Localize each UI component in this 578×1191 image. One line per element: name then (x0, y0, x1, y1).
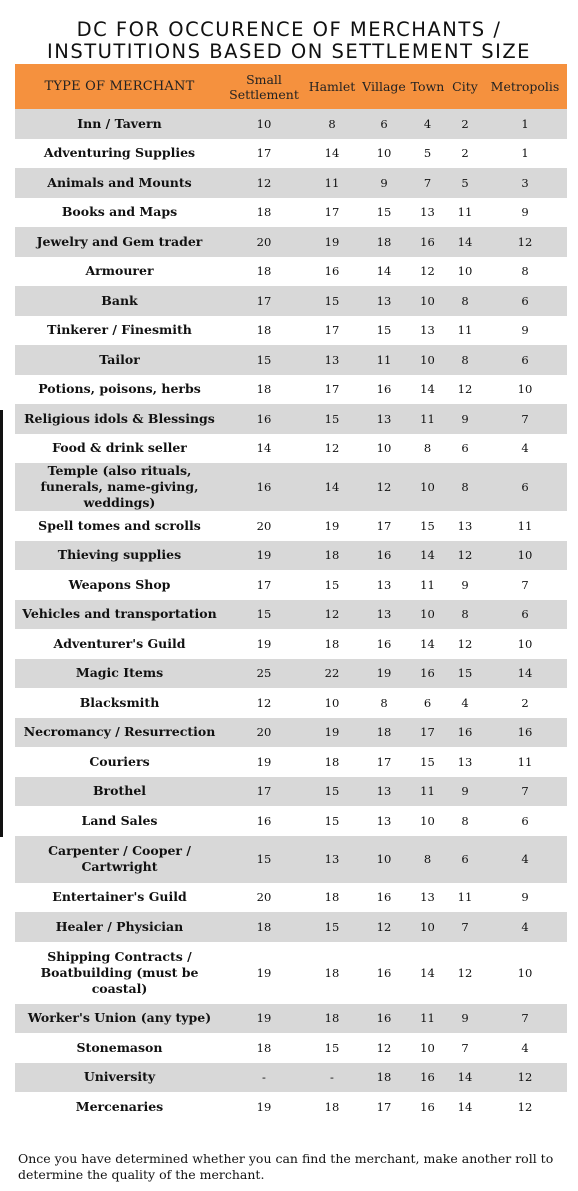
dc-cell-metropolis: 6 (483, 806, 567, 836)
column-header-hamlet: Hamlet (304, 64, 360, 109)
dc-cell-hamlet: 15 (304, 1033, 360, 1063)
dc-cell-city: 13 (447, 511, 483, 541)
table-row (15, 1033, 567, 1063)
dc-cell-metropolis: 4 (483, 1033, 567, 1063)
page-title-line-1: DC FOR OCCURENCE OF MERCHANTS / (76, 18, 502, 41)
dc-cell-hamlet: 14 (304, 139, 360, 169)
dc-cell-metropolis: 9 (483, 883, 567, 913)
dc-cell-town: 10 (408, 912, 447, 942)
table-row (15, 1092, 567, 1122)
dc-cell-metropolis: 8 (483, 257, 567, 287)
merchant-name-cell: Worker's Union (any type) (15, 1004, 224, 1034)
dc-cell-village: 13 (360, 777, 408, 807)
merchant-name-cell: Inn / Tavern (15, 109, 224, 139)
dc-cell-town: 5 (408, 139, 447, 169)
dc-cell-city: 9 (447, 1004, 483, 1034)
merchant-name-cell: Temple (also rituals, funerals, name-giving, weddings) (15, 463, 224, 511)
dc-cell-small: 15 (224, 600, 304, 630)
dc-cell-hamlet: 15 (304, 404, 360, 434)
dc-cell-village: 15 (360, 198, 408, 228)
merchant-name-cell: Adventuring Supplies (15, 139, 224, 169)
dc-cell-metropolis: 7 (483, 404, 567, 434)
dc-cell-city: 11 (447, 198, 483, 228)
dc-cell-village: 17 (360, 511, 408, 541)
dc-cell-hamlet: 8 (304, 109, 360, 139)
table-row (15, 316, 567, 346)
dc-cell-village: 17 (360, 747, 408, 777)
dc-cell-town: 11 (408, 404, 447, 434)
dc-cell-town: 6 (408, 688, 447, 718)
dc-cell-city: 7 (447, 912, 483, 942)
dc-cell-metropolis: 11 (483, 747, 567, 777)
dc-cell-metropolis: 3 (483, 168, 567, 198)
dc-cell-village: 14 (360, 257, 408, 287)
merchant-name-cell: Couriers (15, 747, 224, 777)
merchant-name-cell: Animals and Mounts (15, 168, 224, 198)
dc-cell-town: 13 (408, 198, 447, 228)
table-row (15, 434, 567, 464)
dc-cell-town: 14 (408, 629, 447, 659)
merchant-name-cell: Brothel (15, 777, 224, 807)
dc-cell-town: 14 (408, 942, 447, 1004)
dc-cell-city: 12 (447, 541, 483, 571)
merchant-name-cell: Entertainer's Guild (15, 883, 224, 913)
dc-cell-village: 13 (360, 570, 408, 600)
dc-cell-small: 19 (224, 1092, 304, 1122)
dc-cell-city: 4 (447, 688, 483, 718)
merchant-name-cell: Books and Maps (15, 198, 224, 228)
dc-cell-city: 11 (447, 883, 483, 913)
dc-cell-hamlet: 18 (304, 629, 360, 659)
left-edge-bar (0, 410, 3, 837)
dc-cell-city: 8 (447, 286, 483, 316)
dc-cell-hamlet: 15 (304, 912, 360, 942)
dc-cell-village: 15 (360, 316, 408, 346)
dc-cell-hamlet: 15 (304, 777, 360, 807)
dc-cell-small: 19 (224, 942, 304, 1004)
dc-cell-village: 16 (360, 629, 408, 659)
dc-cell-town: 17 (408, 718, 447, 748)
dc-cell-city: 7 (447, 1033, 483, 1063)
merchant-name-cell: Tinkerer / Finesmith (15, 316, 224, 346)
dc-cell-village: 8 (360, 688, 408, 718)
table-row (15, 883, 567, 913)
table-row (15, 511, 567, 541)
dc-cell-town: 13 (408, 883, 447, 913)
dc-cell-village: 12 (360, 912, 408, 942)
dc-cell-village: 12 (360, 1033, 408, 1063)
table-row (15, 463, 567, 511)
column-header-village: Village (360, 64, 408, 109)
table-row (15, 1063, 567, 1093)
table-row (15, 404, 567, 434)
dc-cell-metropolis: 10 (483, 942, 567, 1004)
dc-cell-town: 10 (408, 345, 447, 375)
dc-cell-metropolis: 10 (483, 629, 567, 659)
dc-cell-hamlet: 16 (304, 257, 360, 287)
dc-cell-city: 15 (447, 659, 483, 689)
dc-cell-city: 2 (447, 139, 483, 169)
dc-cell-town: 14 (408, 541, 447, 571)
table-row (15, 806, 567, 836)
table-row (15, 375, 567, 405)
page-title-line-2: INSTUTITIONS BASED ON SETTLEMENT SIZE (46, 40, 531, 63)
dc-cell-small: 18 (224, 912, 304, 942)
dc-cell-city: 12 (447, 942, 483, 1004)
dc-cell-small: 17 (224, 286, 304, 316)
dc-cell-metropolis: 2 (483, 688, 567, 718)
dc-cell-city: 6 (447, 434, 483, 464)
dc-cell-village: 11 (360, 345, 408, 375)
dc-cell-city: 12 (447, 629, 483, 659)
dc-cell-hamlet: 12 (304, 600, 360, 630)
dc-cell-village: 13 (360, 806, 408, 836)
dc-cell-metropolis: 6 (483, 463, 567, 511)
dc-cell-metropolis: 6 (483, 600, 567, 630)
dc-cell-hamlet: 14 (304, 463, 360, 511)
merchant-name-cell: Blacksmith (15, 688, 224, 718)
dc-cell-small: 18 (224, 198, 304, 228)
dc-cell-town: 10 (408, 600, 447, 630)
merchant-name-cell: Carpenter / Cooper / Cartwright (15, 836, 224, 883)
dc-cell-small: 20 (224, 718, 304, 748)
table-row (15, 345, 567, 375)
dc-cell-metropolis: 12 (483, 1063, 567, 1093)
dc-cell-village: 13 (360, 404, 408, 434)
dc-cell-village: 18 (360, 1063, 408, 1093)
dc-cell-city: 9 (447, 777, 483, 807)
dc-cell-small: 17 (224, 570, 304, 600)
merchant-name-cell: Jewelry and Gem trader (15, 227, 224, 257)
dc-cell-town: 16 (408, 659, 447, 689)
merchant-name-cell: Thieving supplies (15, 541, 224, 571)
footnote: Once you have determined whether you can find the merchant, make another roll to determine the quality of the merchant. (18, 1151, 554, 1182)
table-row (15, 747, 567, 777)
dc-cell-village: 16 (360, 942, 408, 1004)
dc-cell-hamlet: 18 (304, 747, 360, 777)
dc-cell-metropolis: 7 (483, 777, 567, 807)
table-row (15, 912, 567, 942)
column-header-metropolis: Metropolis (483, 64, 567, 109)
dc-cell-metropolis: 10 (483, 541, 567, 571)
dc-cell-village: 18 (360, 718, 408, 748)
dc-cell-small: 14 (224, 434, 304, 464)
merchant-name-cell: Land Sales (15, 806, 224, 836)
dc-cell-village: 16 (360, 541, 408, 571)
table-row (15, 257, 567, 287)
dc-cell-hamlet: 15 (304, 806, 360, 836)
table-row (15, 718, 567, 748)
dc-cell-hamlet: 18 (304, 541, 360, 571)
dc-cell-small: - (224, 1063, 304, 1093)
dc-cell-hamlet: 22 (304, 659, 360, 689)
dc-cell-hamlet: 15 (304, 570, 360, 600)
dc-cell-metropolis: 9 (483, 198, 567, 228)
dc-cell-city: 10 (447, 257, 483, 287)
merchant-name-cell: University (15, 1063, 224, 1093)
dc-cell-city: 9 (447, 570, 483, 600)
dc-cell-hamlet: 18 (304, 1092, 360, 1122)
dc-cell-hamlet: 17 (304, 375, 360, 405)
dc-cell-village: 16 (360, 375, 408, 405)
merchant-name-cell: Healer / Physician (15, 912, 224, 942)
merchant-name-cell: Shipping Contracts / Boatbuilding (must be coastal) (15, 942, 224, 1004)
dc-cell-small: 15 (224, 345, 304, 375)
dc-cell-village: 10 (360, 139, 408, 169)
dc-cell-metropolis: 10 (483, 375, 567, 405)
table-row (15, 836, 567, 883)
dc-cell-city: 9 (447, 404, 483, 434)
dc-cell-town: 10 (408, 1033, 447, 1063)
dc-cell-town: 13 (408, 316, 447, 346)
dc-cell-town: 12 (408, 257, 447, 287)
dc-cell-town: 7 (408, 168, 447, 198)
dc-cell-small: 18 (224, 375, 304, 405)
dc-cell-small: 12 (224, 168, 304, 198)
dc-cell-village: 16 (360, 883, 408, 913)
dc-cell-city: 8 (447, 345, 483, 375)
dc-cell-city: 14 (447, 1092, 483, 1122)
table-row (15, 109, 567, 139)
dc-cell-metropolis: 4 (483, 836, 567, 883)
dc-cell-small: 15 (224, 836, 304, 883)
dc-cell-city: 5 (447, 168, 483, 198)
table-row (15, 286, 567, 316)
dc-cell-metropolis: 12 (483, 1092, 567, 1122)
dc-cell-hamlet: 18 (304, 1004, 360, 1034)
dc-cell-village: 12 (360, 463, 408, 511)
table-row (15, 629, 567, 659)
dc-cell-small: 19 (224, 747, 304, 777)
dc-cell-hamlet: 19 (304, 718, 360, 748)
dc-cell-hamlet: - (304, 1063, 360, 1093)
table-header-row (15, 64, 567, 109)
dc-cell-town: 8 (408, 836, 447, 883)
dc-cell-metropolis: 9 (483, 316, 567, 346)
dc-cell-town: 10 (408, 806, 447, 836)
dc-cell-hamlet: 15 (304, 286, 360, 316)
table-row (15, 688, 567, 718)
dc-cell-city: 13 (447, 747, 483, 777)
merchant-name-cell: Food & drink seller (15, 434, 224, 464)
merchant-name-cell: Potions, poisons, herbs (15, 375, 224, 405)
dc-cell-small: 18 (224, 1033, 304, 1063)
dc-cell-small: 16 (224, 806, 304, 836)
dc-cell-metropolis: 11 (483, 511, 567, 541)
dc-cell-small: 10 (224, 109, 304, 139)
merchant-name-cell: Magic Items (15, 659, 224, 689)
dc-cell-village: 17 (360, 1092, 408, 1122)
table-row (15, 942, 567, 1004)
column-header-town: Town (408, 64, 447, 109)
column-header-city: City (447, 64, 483, 109)
table-row (15, 198, 567, 228)
dc-cell-metropolis: 7 (483, 1004, 567, 1034)
dc-cell-town: 11 (408, 777, 447, 807)
merchant-name-cell: Tailor (15, 345, 224, 375)
dc-cell-city: 8 (447, 600, 483, 630)
dc-cell-town: 15 (408, 747, 447, 777)
dc-cell-city: 11 (447, 316, 483, 346)
dc-cell-town: 16 (408, 227, 447, 257)
dc-cell-hamlet: 11 (304, 168, 360, 198)
table-row (15, 570, 567, 600)
dc-cell-hamlet: 19 (304, 511, 360, 541)
dc-cell-metropolis: 6 (483, 286, 567, 316)
dc-cell-metropolis: 1 (483, 109, 567, 139)
dc-cell-town: 10 (408, 286, 447, 316)
dc-cell-town: 4 (408, 109, 447, 139)
dc-cell-village: 13 (360, 600, 408, 630)
dc-cell-small: 16 (224, 463, 304, 511)
dc-cell-village: 19 (360, 659, 408, 689)
merchant-name-cell: Religious idols & Blessings (15, 404, 224, 434)
dc-cell-city: 8 (447, 463, 483, 511)
table-row (15, 227, 567, 257)
merchant-name-cell: Adventurer's Guild (15, 629, 224, 659)
dc-cell-hamlet: 17 (304, 316, 360, 346)
table-row (15, 659, 567, 689)
merchant-name-cell: Necromancy / Resurrection (15, 718, 224, 748)
merchant-name-cell: Spell tomes and scrolls (15, 511, 224, 541)
merchant-name-cell: Weapons Shop (15, 570, 224, 600)
merchant-name-cell: Vehicles and transportation (15, 600, 224, 630)
dc-cell-metropolis: 7 (483, 570, 567, 600)
dc-cell-small: 12 (224, 688, 304, 718)
dc-cell-city: 16 (447, 718, 483, 748)
dc-cell-village: 13 (360, 286, 408, 316)
dc-cell-town: 11 (408, 1004, 447, 1034)
dc-cell-city: 8 (447, 806, 483, 836)
column-header-type: TYPE OF MERCHANT (15, 64, 224, 109)
table-row (15, 541, 567, 571)
dc-cell-metropolis: 14 (483, 659, 567, 689)
dc-cell-small: 20 (224, 883, 304, 913)
dc-cell-metropolis: 6 (483, 345, 567, 375)
column-header-small-settlement: Small Settlement (224, 64, 304, 109)
merchant-name-cell: Mercenaries (15, 1092, 224, 1122)
dc-cell-hamlet: 19 (304, 227, 360, 257)
dc-cell-small: 18 (224, 257, 304, 287)
merchant-dc-table (15, 64, 567, 1122)
dc-cell-village: 6 (360, 109, 408, 139)
dc-cell-metropolis: 4 (483, 434, 567, 464)
table-row (15, 600, 567, 630)
dc-cell-small: 18 (224, 316, 304, 346)
merchant-name-cell: Stonemason (15, 1033, 224, 1063)
dc-cell-town: 10 (408, 463, 447, 511)
merchant-name-cell: Bank (15, 286, 224, 316)
dc-cell-village: 18 (360, 227, 408, 257)
dc-cell-town: 16 (408, 1063, 447, 1093)
dc-cell-metropolis: 16 (483, 718, 567, 748)
dc-cell-small: 17 (224, 139, 304, 169)
dc-cell-small: 16 (224, 404, 304, 434)
table-row (15, 1004, 567, 1034)
table-row (15, 139, 567, 169)
dc-cell-metropolis: 1 (483, 139, 567, 169)
dc-cell-hamlet: 13 (304, 836, 360, 883)
dc-cell-city: 14 (447, 227, 483, 257)
dc-cell-small: 20 (224, 227, 304, 257)
dc-cell-small: 19 (224, 541, 304, 571)
dc-cell-city: 6 (447, 836, 483, 883)
dc-cell-hamlet: 10 (304, 688, 360, 718)
dc-cell-city: 14 (447, 1063, 483, 1093)
dc-cell-small: 19 (224, 1004, 304, 1034)
dc-cell-city: 12 (447, 375, 483, 405)
dc-cell-village: 9 (360, 168, 408, 198)
table-row (15, 777, 567, 807)
dc-cell-town: 8 (408, 434, 447, 464)
dc-cell-village: 10 (360, 836, 408, 883)
table-row (15, 168, 567, 198)
dc-cell-town: 15 (408, 511, 447, 541)
dc-cell-hamlet: 17 (304, 198, 360, 228)
dc-cell-hamlet: 18 (304, 883, 360, 913)
dc-cell-hamlet: 13 (304, 345, 360, 375)
table-body (15, 109, 567, 1122)
dc-cell-small: 17 (224, 777, 304, 807)
dc-cell-town: 14 (408, 375, 447, 405)
dc-cell-small: 20 (224, 511, 304, 541)
dc-cell-small: 25 (224, 659, 304, 689)
dc-cell-village: 16 (360, 1004, 408, 1034)
dc-cell-metropolis: 12 (483, 227, 567, 257)
dc-cell-metropolis: 4 (483, 912, 567, 942)
dc-cell-village: 10 (360, 434, 408, 464)
dc-cell-hamlet: 18 (304, 942, 360, 1004)
merchant-name-cell: Armourer (15, 257, 224, 287)
dc-cell-town: 11 (408, 570, 447, 600)
dc-cell-hamlet: 12 (304, 434, 360, 464)
dc-cell-town: 16 (408, 1092, 447, 1122)
dc-cell-city: 2 (447, 109, 483, 139)
dc-cell-small: 19 (224, 629, 304, 659)
